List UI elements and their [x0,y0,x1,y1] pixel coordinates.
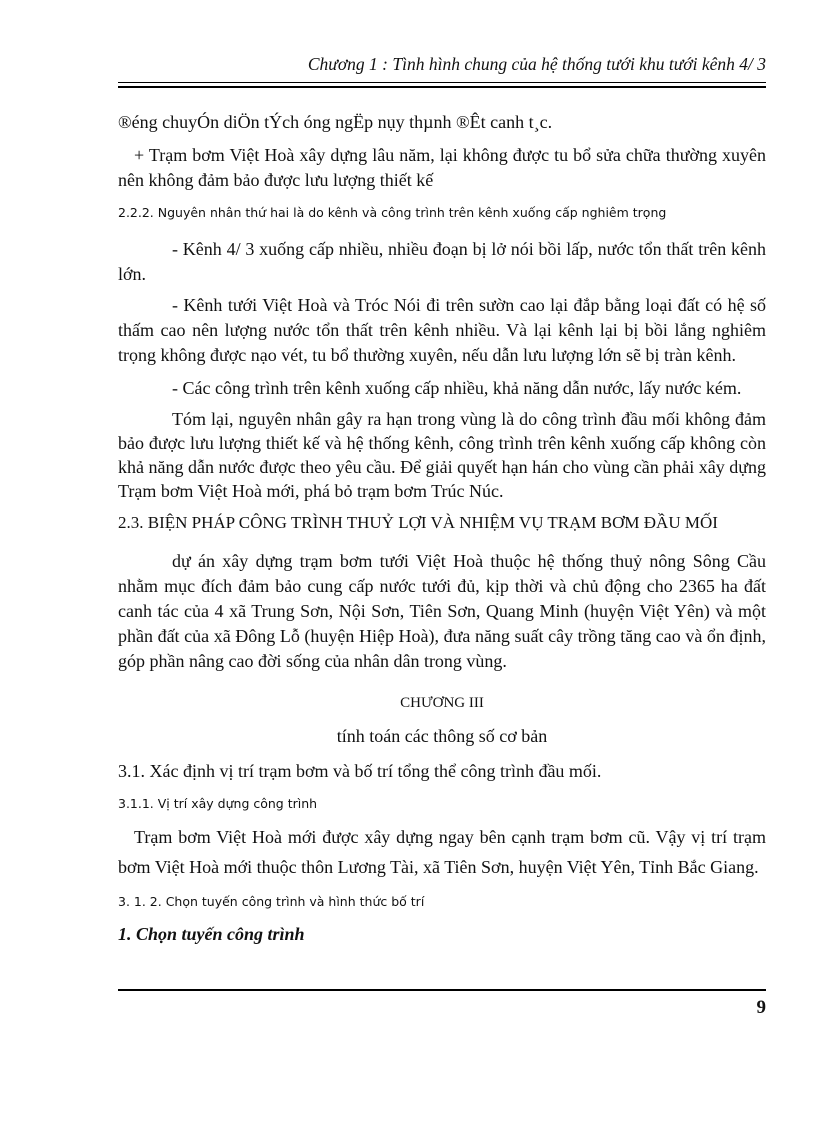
garbled-line: ®éng chuyÓn diÖn tÝch óng ngËp nụy thµnh ®Êt canh t¸c. [118,112,553,132]
header-rule-thin [118,82,766,83]
paragraph-du-an: dự án xây dựng trạm bơm tưới Việt Hoà thuộc hệ thống thuỷ nông Sông Cầu nhằm mục đích đảm bảo cung cấp nước tưới đủ, kịp thời và chủ động cho 2365 ha đất canh tác của 4 xã Trung Sơn, Nội Sơn, Tiên Sơn, Quang Minh (huyện Việt Yên) và một phần đất của xã Đông Lỗ (huyện Hiệp Hoà), đưa năng suất cây trồng tăng cao và ổn định, góp phần nâng cao đời sống của nhân dân trong vùng. [118,551,766,671]
paragraph-tom-lai: Tóm lại, nguyên nhân gây ra hạn trong vùng là do công trình đầu mối không đảm bảo được lưu lượng thiết kế và hệ thống kênh, công trình trên kênh xuống cấp không còn khả năng dẫn nước được theo yêu cầu. Để giải quyết hạn hán cho vùng cần phải xây dựng Trạm bơm Việt Hoà mới, phá bỏ trạm bơm Trúc Núc. [118,409,766,501]
footer-rule [118,989,766,991]
paragraph-kenh-tuoi: - Kênh tưới Việt Hoà và Tróc Nói đi trên sườn cao lại đắp bằng loại đất có hệ số thấm cao nên lượng nước tổn thất trên kênh nhiều. Và lại kênh lại bị bồi lắng nghiêm trọng không được nạo vét, tu bổ thường xuyên, nếu dẫn lưu lượng lớn sẽ bị tràn kênh. [118,295,766,365]
heading-2-2-2: 2.2.2. Nguyên nhân thứ hai là do kênh và công trình trên kênh xuống cấp nghiêm trọng [118,205,667,220]
paragraph-kenh-4-3: - Kênh 4/ 3 xuống cấp nhiều, nhiều đoạn bị lở nói bồi lấp, nước tổn thất trên kênh lớn. [118,239,766,284]
paragraph-cong-trinh: - Các công trình trên kênh xuống cấp nhiều, khả năng dẫn nước, lấy nước kém. [172,378,742,398]
paragraph-vi-tri: Trạm bơm Việt Hoà mới được xây dựng ngay bên cạnh trạm bơm cũ. Vậy vị trí trạm bơm Việt Hoà mới thuộc thôn Lương Tài, xã Tiên Sơn, huyện Việt Yên, Tỉnh Bắc Giang. [118,827,766,877]
page-body [118,110,766,947]
page-number: 9 [756,997,766,1018]
paragraph-tram-bom: + Trạm bơm Việt Hoà xây dựng lâu năm, lại không được tu bổ sửa chữa thường xuyên nên không đảm bảo được lưu lượng thiết kế [118,145,766,190]
heading-chon-tuyen: 1. Chọn tuyến công trình [118,924,305,944]
heading-2-3: 2.3. BIỆN PHÁP CÔNG TRÌNH THUỶ LỢI VÀ NHIỆM VỤ TRẠM BƠM ĐẦU MỐI [118,513,718,532]
header-rule-thick [118,86,766,88]
running-header: Chương 1 : Tình hình chung của hệ thống tưới khu tưới kênh 4/ 3 [307,54,766,74]
heading-3-1-2: 3. 1. 2. Chọn tuyến công trình và hình thức bố trí [118,894,425,909]
chapter-label: CHƯƠNG III [400,695,484,711]
heading-3-1-1: 3.1.1. Vị trí xây dựng công trình [118,796,318,811]
chapter-title: tính toán các thông số cơ bản [336,726,548,746]
heading-3-1: 3.1. Xác định vị trí trạm bơm và bố trí tổng thể công trình đầu mối. [118,761,602,781]
